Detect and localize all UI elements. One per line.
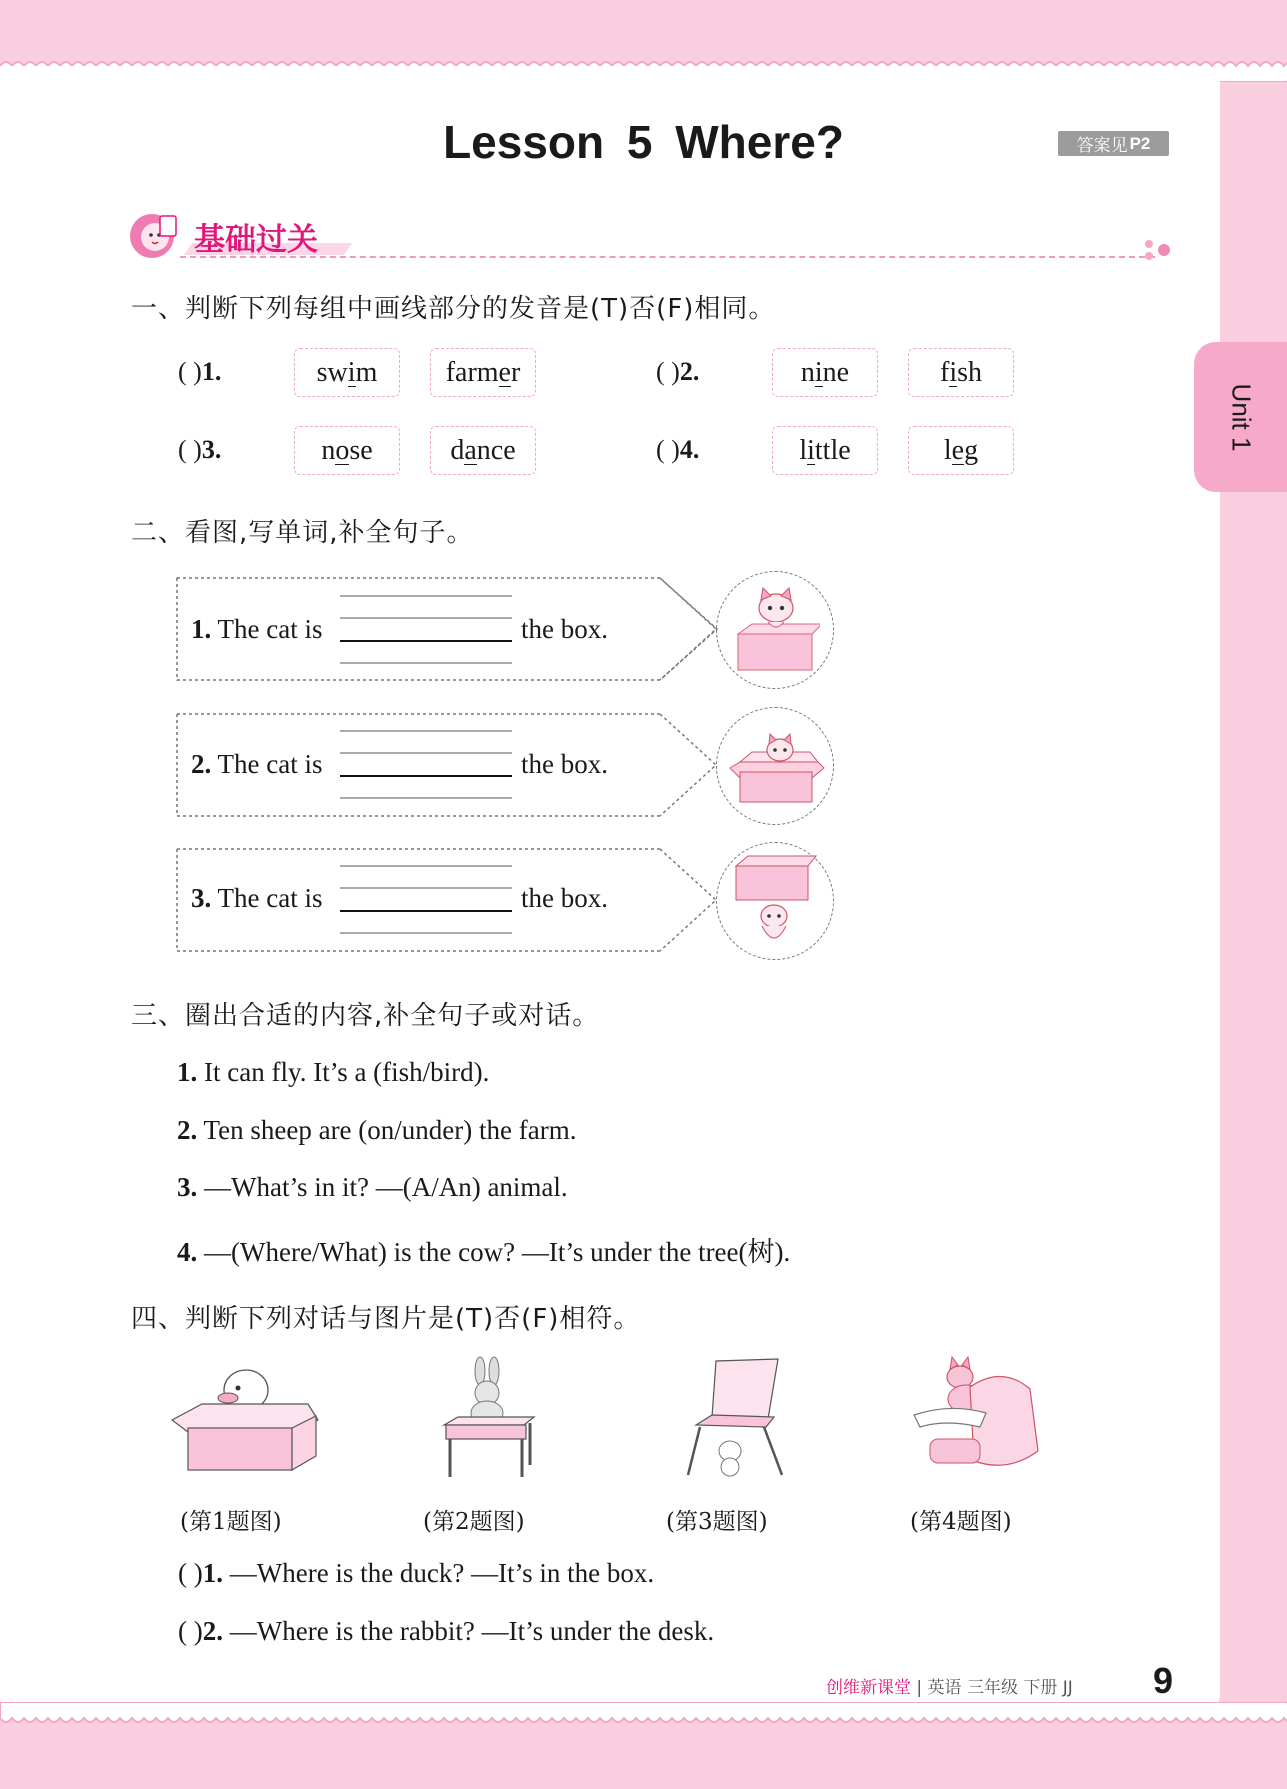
cat-under-box-icon — [730, 852, 820, 952]
word-box: l i ttle — [772, 426, 878, 475]
word-box: sw i m — [294, 348, 400, 397]
figure-caption-2: (第2题图) — [423, 1509, 525, 1535]
cat-in-box-icon — [730, 582, 820, 677]
answer-blank[interactable]: ( ) — [178, 1616, 203, 1646]
cat-on-schoolbag-icon — [910, 1355, 1050, 1480]
panel-sentence-end: the box. — [521, 883, 608, 913]
word-box: farm e r — [430, 348, 536, 397]
panel-sentence-start: 2. The cat is — [191, 749, 323, 779]
panel-connector — [660, 848, 720, 952]
answer-blank[interactable]: ( )3. — [178, 435, 222, 464]
footer-book-info: 创维新课堂 | 英语 三年级 下册 JJ — [826, 1678, 1073, 1698]
word-box: f i sh — [908, 348, 1014, 397]
q3-item-3: 3. —What’s in it? —(A/An) animal. — [177, 1172, 568, 1202]
q3-item-2: 2. Ten sheep are (on/under) the farm. — [177, 1115, 577, 1145]
panel-sentence-start: 3. The cat is — [191, 883, 323, 913]
chair-with-dog-icon — [682, 1355, 792, 1480]
panel-connector — [660, 713, 720, 817]
panel-connector — [660, 577, 720, 681]
answer-blank[interactable]: ( )4. — [656, 435, 700, 464]
word-box: n o se — [294, 426, 400, 475]
writing-lines[interactable] — [340, 595, 516, 667]
word-box: l e g — [908, 426, 1014, 475]
duck-on-box-icon — [168, 1358, 320, 1473]
word-box: d a nce — [430, 426, 536, 475]
unit-side-tab-label: Unit 1 — [1225, 383, 1256, 451]
answer-blank[interactable]: ( ) — [178, 1558, 203, 1588]
q3-heading: 三、圈出合适的内容,补全句子或对话。 — [131, 1001, 600, 1031]
answer-blank[interactable]: ( )2. — [656, 357, 700, 386]
panel-sentence-start: 1. The cat is — [191, 614, 323, 644]
answer-blank[interactable]: ( )1. — [178, 357, 222, 386]
figure-caption-3: (第3题图) — [666, 1509, 768, 1535]
answer-reference-badge: 答案见 P2 — [1058, 131, 1169, 156]
rabbit-on-desk-icon — [440, 1355, 540, 1480]
decorative-dots-icon — [1143, 239, 1173, 261]
writing-lines[interactable] — [340, 865, 516, 937]
q4-item-2: ( )2. —Where is the rabbit? —It’s under the desk. — [178, 1616, 715, 1646]
page-title: Lesson 5 Where? — [443, 116, 844, 168]
q3-item-1: 1. It can fly. It’s a (fish/bird). — [177, 1057, 490, 1087]
frame-wave-bottom — [0, 1702, 1287, 1732]
q2-heading: 二、看图,写单词,补全句子。 — [131, 518, 474, 548]
q1-heading: 一、判断下列每组中画线部分的发音是(T)否(F)相同。 — [131, 294, 776, 324]
writing-lines[interactable] — [340, 730, 516, 802]
section-divider — [180, 256, 1155, 258]
word-box: n i ne — [772, 348, 878, 397]
figure-caption-1: (第1题图) — [180, 1509, 282, 1535]
panel-sentence-end: the box. — [521, 614, 608, 644]
figure-caption-4: (第4题图) — [910, 1509, 1012, 1535]
panel-sentence-end: the box. — [521, 749, 608, 779]
section-title: 基础过关 — [194, 222, 318, 258]
q3-item-4: 4. —(Where/What) is the cow? —It’s under the tree(树). — [177, 1237, 791, 1267]
page-number: 9 — [1153, 1660, 1174, 1701]
q4-item-1: ( )1. —Where is the duck? —It’s in the box. — [178, 1558, 655, 1588]
girl-avatar-icon — [128, 210, 180, 260]
q4-heading: 四、判断下列对话与图片是(T)否(F)相符。 — [131, 1304, 641, 1334]
cat-inside-box-icon — [726, 722, 826, 812]
